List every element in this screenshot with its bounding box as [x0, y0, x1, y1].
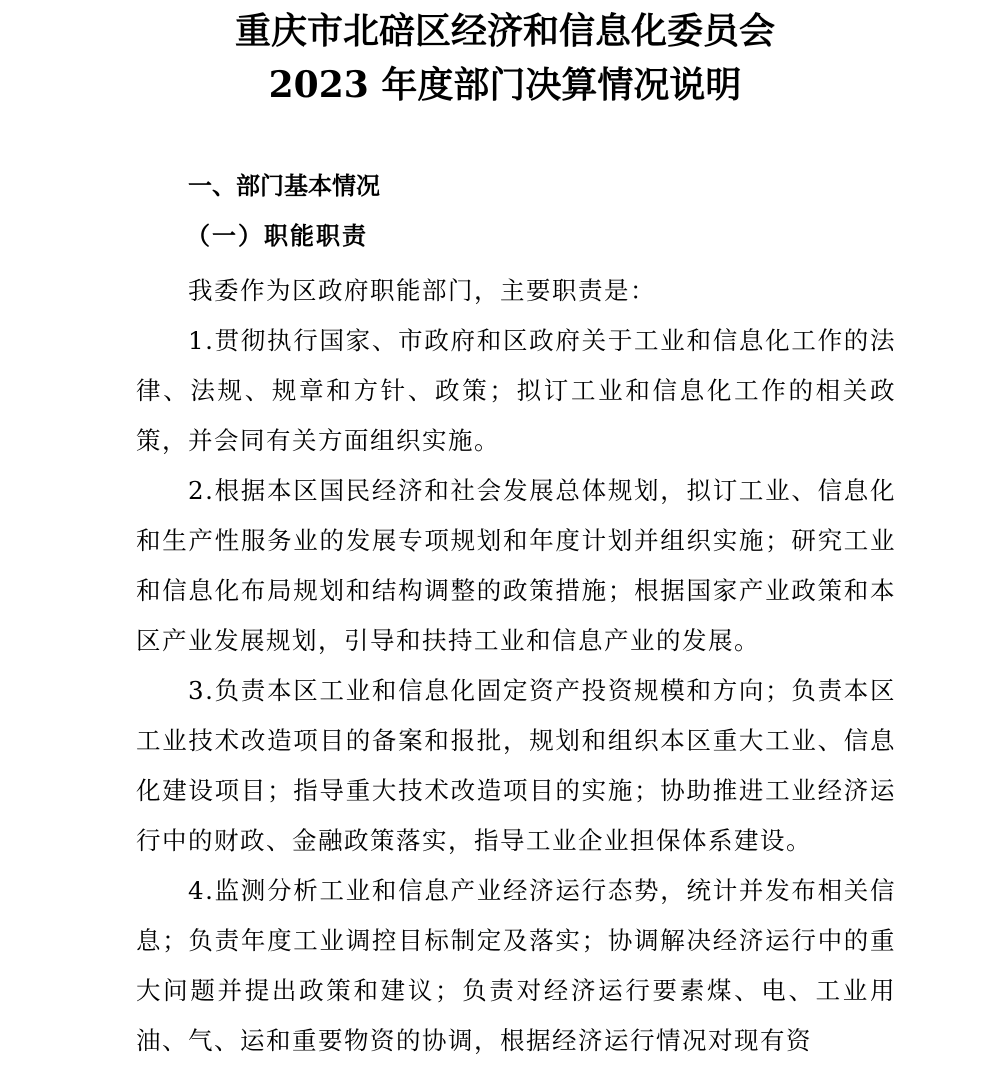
document-title-line2: 2023 年度部门决算情况说明: [268, 64, 742, 106]
duty-paragraph-4: 4.监测分析工业和信息产业经济运行态势，统计并发布相关信息；负责年度工业调控目标制定及落实；协调解决经济运行中的重大问题并提出政策和建议；负责对经济运行要素煤、电、工业用油、气、运和重要物资的协调，根据经济运行情况对现有资: [136, 876, 896, 1055]
duty-paragraph-1: 1.贯彻执行国家、市政府和区政府关于工业和信息化工作的法律、法规、规章和方针、政策；拟订工业和信息化工作的相关政策，并会同有关方面组织实施。: [136, 326, 896, 455]
intro-paragraph: 我委作为区政府职能部门，主要职责是：: [188, 276, 656, 305]
document-title-line1: 重庆市北碚区经济和信息化委员会: [234, 10, 775, 52]
duty-paragraph-2: 2.根据本区国民经济和社会发展总体规划，拟订工业、信息化和生产性服务业的发展专项规划和年度计划并组织实施；研究工业和信息化布局规划和结构调整的政策措施；根据国家产业政策和本区产业发展规划，引导和扶持工业和信息产业的发展。: [136, 476, 896, 655]
duty-paragraph-3: 3.负责本区工业和信息化固定资产投资规模和方向；负责本区工业技术改造项目的备案和报批，规划和组织本区重大工业、信息化建设项目；指导重大技术改造项目的实施；协助推进工业经济运行中的财政、金融政策落实，指导工业企业担保体系建设。: [136, 676, 896, 855]
subsection-heading-functions: （一）职能职责: [186, 221, 368, 250]
section-heading-basic-info: 一、部门基本情况: [188, 172, 380, 200]
